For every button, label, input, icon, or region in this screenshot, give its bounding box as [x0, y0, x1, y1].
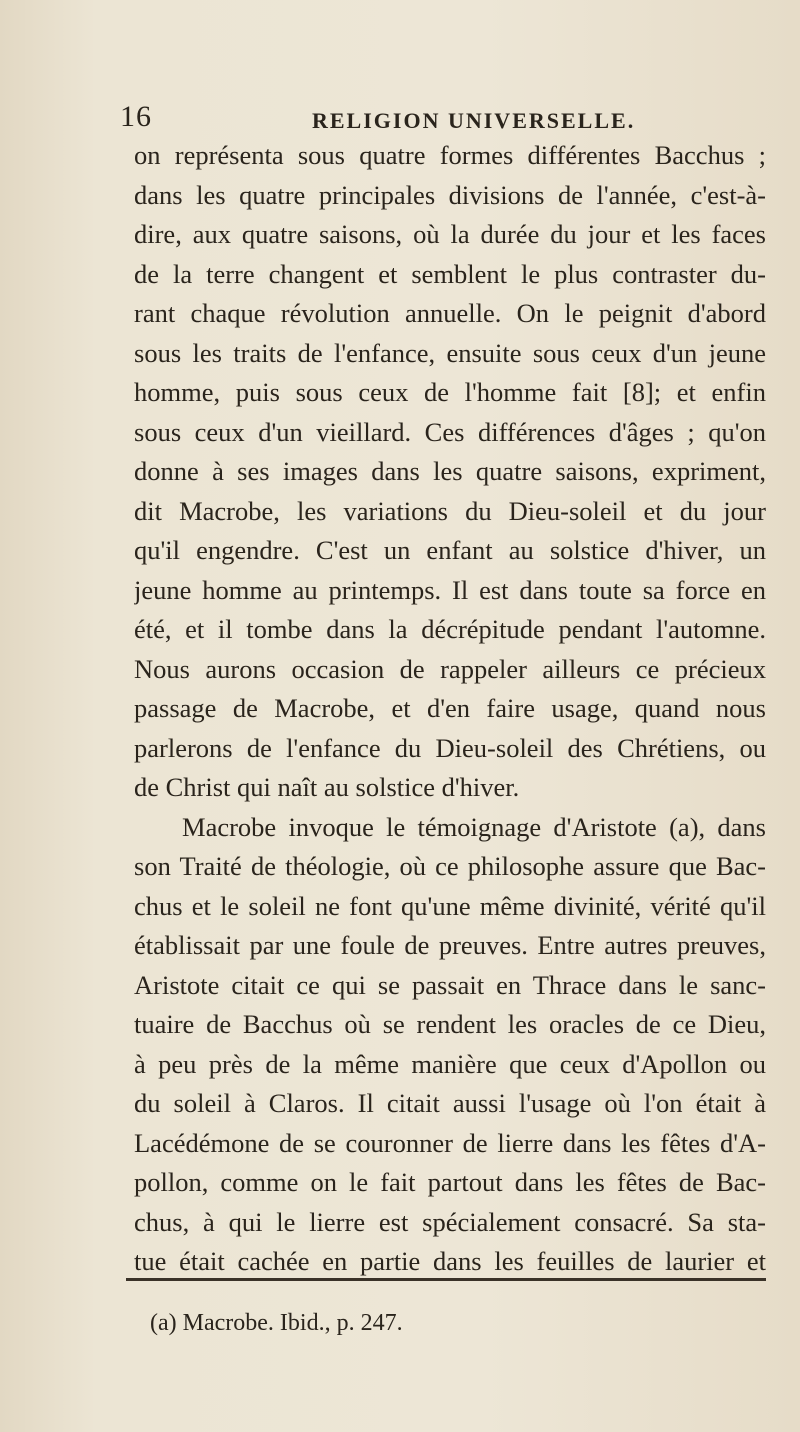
text-line: établissait par une foule de preuves. Entre autres preuves,: [134, 930, 766, 960]
text-line: chus, à qui le lierre est spécialement consacré. Sa sta-: [134, 1206, 766, 1237]
text-line: dans les quatre principales divisions de l'année, c'est-à-: [134, 179, 766, 210]
text-line: du soleil à Claros. Il citait aussi l'usage où l'on était à: [134, 1088, 766, 1118]
text-line: tue était cachée en partie dans les feuilles de laurier et: [134, 1246, 766, 1276]
page-number: 16: [120, 100, 152, 133]
text-line: Aristote citait ce qui se passait en Thrace dans le sanc-: [134, 969, 766, 1000]
text-line: tuaire de Bacchus où se rendent les oracles de ce Dieu,: [134, 1009, 766, 1039]
text-line: chus et le soleil ne font qu'une même divinité, vérité qu'il: [134, 890, 766, 921]
footnote-rule: [126, 1278, 766, 1281]
text-line-paragraph-end: de Christ qui naît au solstice d'hiver.: [134, 772, 520, 802]
text-line: qu'il engendre. C'est un enfant au solstice d'hiver, un: [134, 535, 766, 565]
text-line: dire, aux quatre saisons, où la durée du jour et les faces: [134, 219, 766, 249]
text-line: été, et il tombe dans la décrépitude pendant l'automne.: [134, 614, 766, 644]
text-line: parlerons de l'enfance du Dieu-soleil des Chrétiens, ou: [134, 732, 766, 763]
text-line-paragraph-start: Macrobe invoque le témoignage d'Aristote (a), dans: [182, 811, 766, 842]
text-line: pollon, comme on le fait partout dans les fêtes de Bac-: [134, 1167, 766, 1197]
text-line: rant chaque révolution annuelle. On le peignit d'abord: [134, 298, 766, 328]
running-head: [120, 100, 760, 140]
text-line: son Traité de théologie, où ce philosophe assure que Bac-: [134, 851, 766, 881]
text-line: on représenta sous quatre formes différentes Bacchus ;: [134, 140, 766, 170]
text-line: homme, puis sous ceux de l'homme fait [8]; et enfin: [134, 377, 766, 407]
text-line: passage de Macrobe, et d'en faire usage, quand nous: [134, 693, 766, 723]
text-line: dit Macrobe, les variations du Dieu-soleil et du jour: [134, 495, 766, 526]
text-line: de la terre changent et semblent le plus contraster du-: [134, 258, 766, 289]
text-line: sous les traits de l'enfance, ensuite sous ceux d'un jeune: [134, 337, 766, 368]
text-line: Nous aurons occasion de rappeler ailleurs ce précieux: [134, 653, 766, 684]
running-title: RELIGION UNIVERSELLE.: [312, 108, 636, 133]
text-line: jeune homme au printemps. Il est dans toute sa force en: [134, 574, 766, 605]
text-line: donne à ses images dans les quatre saisons, expriment,: [134, 456, 766, 486]
footnote: (a) Macrobe. Ibid., p. 247.: [150, 1310, 403, 1336]
body-text: [134, 136, 766, 1282]
text-line: à peu près de la même manière que ceux d'Apollon ou: [134, 1048, 766, 1079]
text-line: sous ceux d'un vieillard. Ces différences d'âges ; qu'on: [134, 416, 766, 447]
text-line: Lacédémone de se couronner de lierre dans les fêtes d'A-: [134, 1127, 766, 1158]
